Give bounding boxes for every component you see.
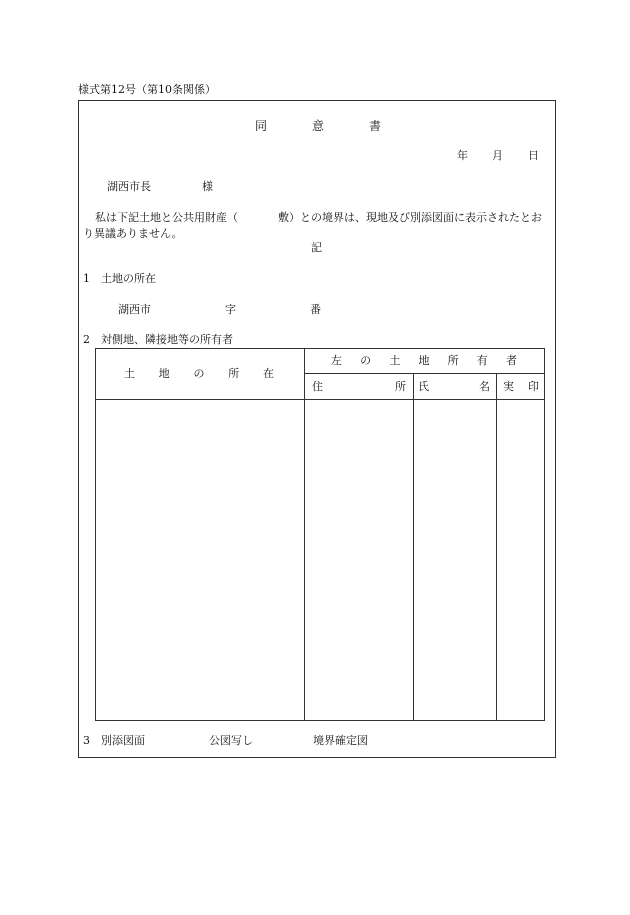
addressee-mayor: 湖西市長	[107, 180, 151, 193]
attachment-boundary-map: 境界確定図	[313, 734, 368, 747]
header-seal: 実 印	[503, 380, 539, 393]
ki-mark: 記	[311, 241, 322, 254]
location-aza: 字	[225, 303, 236, 316]
location-city: 湖西市	[118, 303, 151, 316]
location-ban: 番	[310, 303, 321, 316]
header-address: 住 所	[312, 380, 406, 393]
title-char-2: 意	[312, 119, 325, 133]
header-owner-group: 左 の 土 地 所 有 者	[331, 354, 517, 367]
table-divider-address	[413, 373, 414, 721]
addressee-honorific: 様	[202, 180, 213, 193]
consent-text-line1-part1: 私は下記土地と公共用財産（	[95, 211, 238, 224]
consent-text-line1-part2: 敷）との境界は、現地及び別添図面に表示されたとお	[278, 211, 542, 224]
title-char-3: 書	[369, 119, 382, 133]
date-month-label: 月	[492, 149, 503, 162]
consent-text-line2: り異議ありません。	[83, 227, 183, 240]
header-name: 氏 名	[418, 380, 490, 393]
date-year-label: 年	[457, 149, 468, 162]
table-divider-owner-group	[304, 373, 545, 374]
owners-table	[95, 348, 545, 721]
attachment-cadastral-map: 公図写し	[209, 734, 253, 747]
section2-heading: 2 対側地、隣接地等の所有者	[83, 333, 233, 346]
title-char-1: 同	[255, 119, 268, 133]
section1-heading: 1 土地の所在	[83, 272, 156, 285]
table-divider-header	[95, 399, 545, 400]
header-land-location: 土 地 の 所 在	[124, 367, 274, 380]
table-divider-land	[304, 348, 305, 721]
table-divider-name	[496, 373, 497, 721]
section3-heading: 3 別添図面	[83, 734, 145, 747]
form-number-label: 様式第12号（第10条関係）	[78, 83, 216, 96]
date-day-label: 日	[528, 149, 539, 162]
